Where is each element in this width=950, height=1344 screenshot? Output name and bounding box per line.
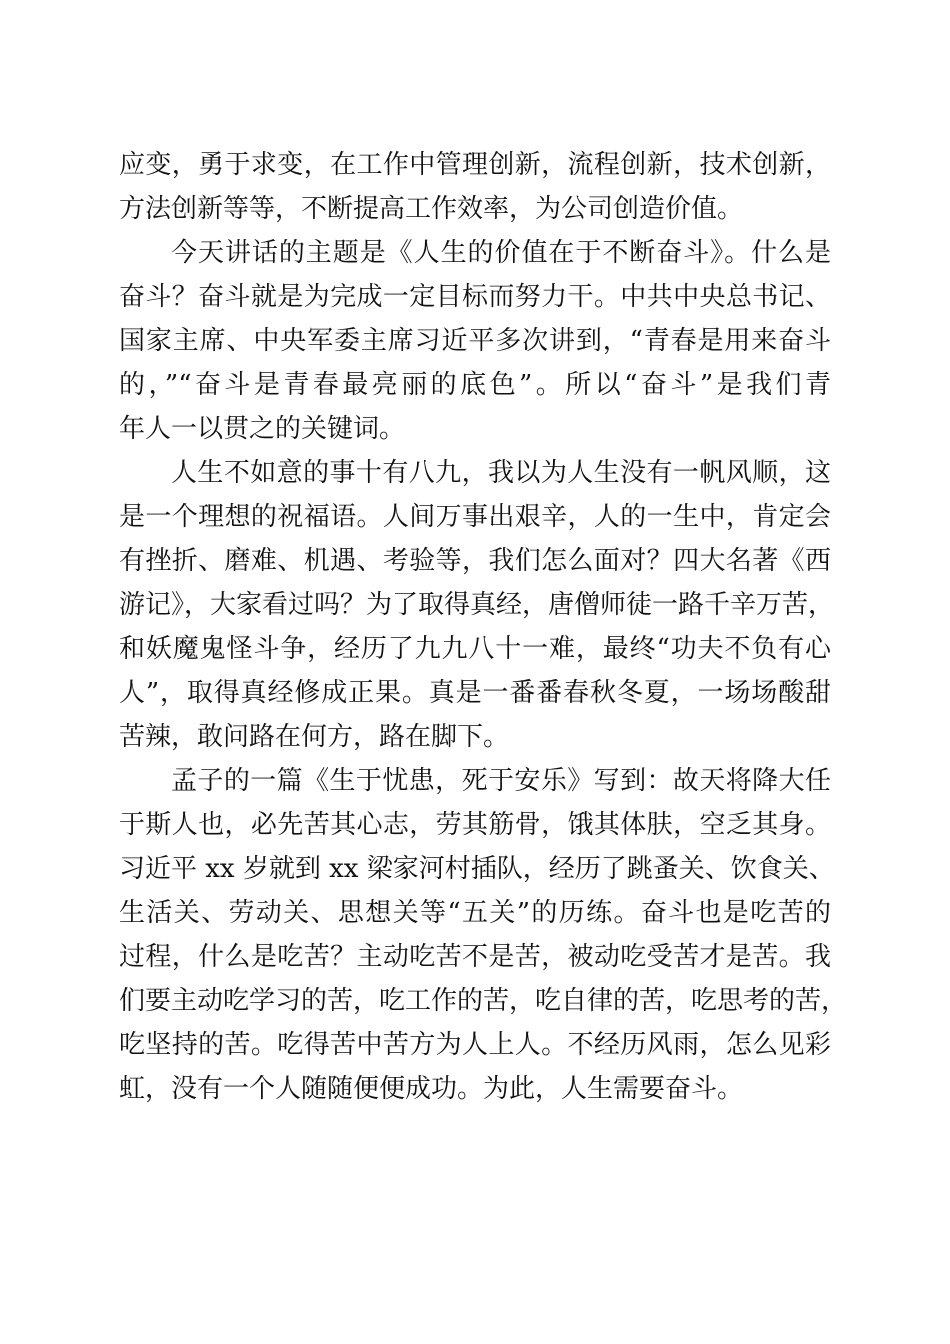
text-line: 虹，没有一个人随随便便成功。为此，人生需要奋斗。 [119, 1074, 744, 1104]
text-line: 国家主席、中央军委主席习近平多次讲到，“青春是用来奋斗 [119, 326, 831, 356]
text-line: 是一个理想的祝福语。人间万事出艰辛，人的一生中，肯定会 [119, 502, 831, 532]
text-line: 方法创新等等，不断提高工作效率，为公司创造价值。 [119, 194, 744, 224]
text-line: 应变，勇于求变，在工作中管理创新，流程创新，技术创新， [119, 150, 831, 180]
text-line: 人”，取得真经修成正果。真是一番番春秋冬夏，一场场酸甜 [119, 678, 831, 708]
text-line: 奋斗？奋斗就是为完成一定目标而努力干。中共中央总书记、 [119, 282, 831, 312]
text-line: 苦辣，敢问路在何方，路在脚下。 [119, 722, 510, 752]
text-line: 吃坚持的苦。吃得苦中苦方为人上人。不经历风雨，怎么见彩 [119, 1030, 831, 1060]
text-line: 们要主动吃学习的苦，吃工作的苦，吃自律的苦，吃思考的苦， [119, 986, 848, 1016]
text-line: 有挫折、磨难、机遇、考验等，我们怎么面对？四大名著《西 [119, 546, 831, 576]
text-line: 习近平 xx 岁就到 xx 梁家河村插队，经历了跳蚤关、饮食关、 [119, 854, 835, 884]
paragraph-start-line: 今天讲话的主题是《人生的价值在于不断奋斗》。什么是 [171, 238, 831, 268]
text-line: 过程，什么是吃苦？主动吃苦不是苦，被动吃受苦才是苦。我 [119, 942, 831, 972]
text-line: 于斯人也，必先苦其心志，劳其筋骨，饿其体肤，空乏其身。 [119, 810, 831, 840]
paragraph-start-line: 孟子的一篇《生于忧患，死于安乐》写到：故天将降大任 [171, 766, 831, 796]
text-line: 生活关、劳动关、思想关等“五关”的历练。奋斗也是吃苦的 [119, 898, 831, 928]
text-line: 游记》，大家看过吗？为了取得真经，唐僧师徒一路千辛万苦， [119, 590, 835, 620]
text-line: 和妖魔鬼怪斗争，经历了九九八十一难，最终“功夫不负有心 [119, 634, 831, 664]
text-line: 年人一以贯之的关键词。 [119, 414, 406, 444]
paragraph-start-line: 人生不如意的事十有八九，我以为人生没有一帆风顺，这 [171, 458, 831, 488]
text-line: 的，”“奋斗是青春最亮丽的底色”。所以“奋斗”是我们青 [119, 370, 831, 400]
